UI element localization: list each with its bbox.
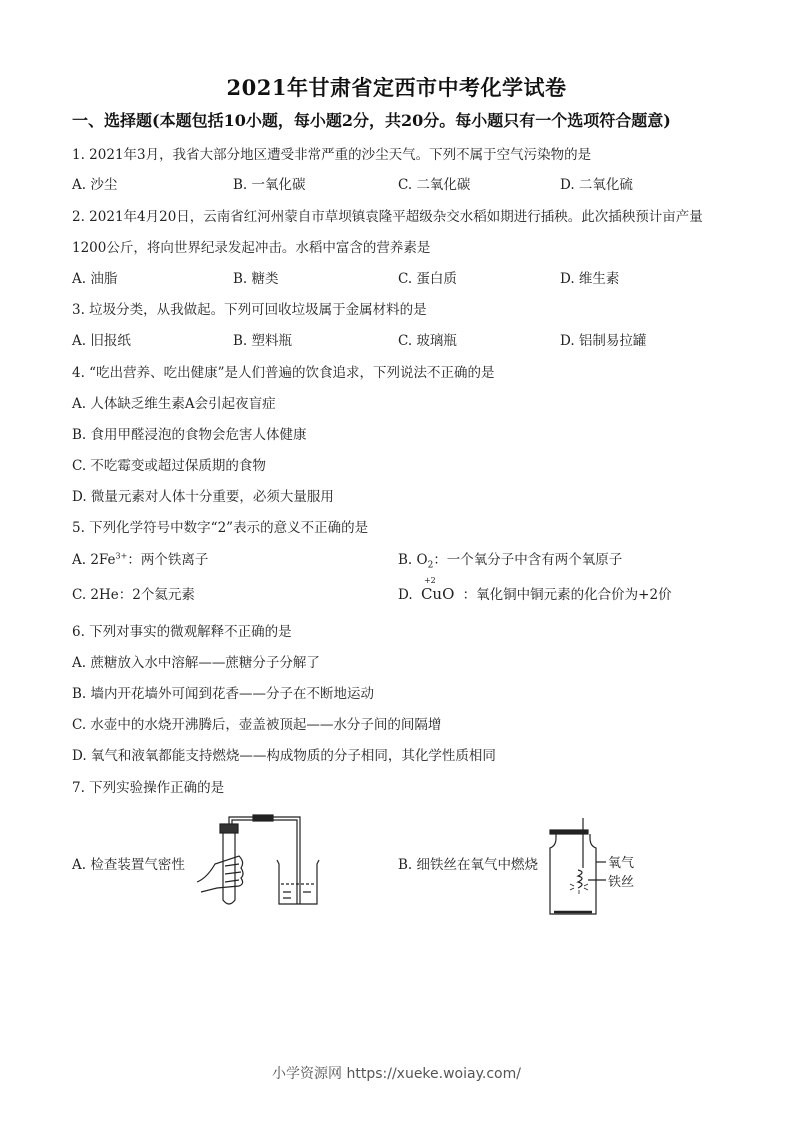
airtightness-check-figure: [195, 812, 325, 912]
question-6-stem: 6. 下列对事实的微观解释不正确的是: [72, 624, 292, 640]
page-title: 2021年甘肃省定西市中考化学试卷: [226, 75, 567, 100]
q1-option-c: C. 二氧化碳: [398, 177, 471, 193]
q5a-charge: 3+: [115, 551, 128, 561]
question-2-stem: 2. 2021年4月20日，云南省红河州蒙自市草坝镇袁隆平超级杂交水稻如期进行插秧。此次插秧预计亩产量: [72, 209, 703, 225]
q4-option-b: B. 食用甲醛浸泡的食物会危害人体健康: [72, 427, 307, 443]
question-7-stem: 7. 下列实验操作正确的是: [72, 780, 225, 796]
q7-option-b: B. 细铁丝在氧气中燃烧: [398, 857, 539, 873]
question-4-stem: 4. “吃出营养、吃出健康”是人们普遍的饮食追求，下列说法不正确的是: [72, 365, 495, 381]
q5b-subscript: 2: [427, 560, 434, 571]
q3-option-c: C. 玻璃瓶: [398, 333, 457, 349]
q5d-text: ：氧化铜中铜元素的化合价为+2价: [462, 587, 672, 603]
q5d-valence: +2: [423, 576, 436, 585]
q1-option-d: D. 二氧化硫: [560, 177, 633, 193]
q5-option-c: [72, 583, 195, 603]
q2-option-d: D. 维生素: [560, 271, 620, 287]
q5c-prefix: C. 2He: [72, 587, 119, 603]
figure-label-iron-wire: 铁丝: [608, 875, 635, 890]
q1-option-a: A. 沙尘: [72, 177, 118, 193]
q5-option-a: [72, 548, 208, 568]
question-2-stem-line2: 1200公斤，将向世界纪录发起冲击。水稻中富含的营养素是: [72, 240, 431, 256]
q6-option-d: D. 氧气和液氧都能支持燃烧——构成物质的分子相同，其化学性质相同: [72, 748, 496, 764]
section-heading: 一、选择题(本题包括10小题，每小题2分，共20分。每小题只有一个选项符合题意): [72, 111, 671, 130]
q2-option-b: B. 糖类: [233, 271, 279, 287]
question-1-stem: 1. 2021年3月，我省大部分地区遭受非常严重的沙尘天气。下列不属于空气污染物的是: [72, 147, 592, 163]
q5c-text: ：2个氦元素: [118, 587, 195, 603]
q2-option-a: A. 油脂: [72, 271, 118, 287]
q5a-prefix: A. 2Fe: [72, 552, 116, 568]
q3-option-b: B. 塑料瓶: [233, 333, 293, 349]
q7-option-a: A. 检查装置气密性: [72, 857, 185, 873]
q2-option-c: C. 蛋白质: [398, 271, 457, 287]
q5b-text: ：一个氧分子中含有两个氧原子: [433, 552, 623, 568]
q5d-prefix: D.: [398, 587, 413, 603]
q5d-formula: [420, 576, 455, 603]
q5b-prefix: B. O: [398, 552, 428, 568]
q5-option-d: [398, 576, 672, 603]
q4-option-c: C. 不吃霉变或超过保质期的食物: [72, 458, 266, 474]
q4-option-d: D. 微量元素对人体十分重要，必须大量服用: [72, 489, 334, 505]
q6-option-b: B. 墙内开花墙外可闻到花香——分子在不断地运动: [72, 686, 375, 702]
q3-option-d: D. 铝制易拉罐: [560, 333, 647, 349]
q5a-text: ：两个铁离子: [127, 552, 209, 568]
q1-option-b: B. 一氧化碳: [233, 177, 306, 193]
question-3-stem: 3. 垃圾分类，从我做起。下列可回收垃圾属于金属材料的是: [72, 302, 427, 318]
q6-option-c: C. 水壶中的水烧开沸腾后，壶盖被顶起——水分子间的间隔增: [72, 717, 442, 733]
q5-option-b: [398, 548, 622, 571]
q6-option-a: A. 蔗糖放入水中溶解——蔗糖分子分解了: [72, 655, 320, 671]
footer-watermark: 小学资源网 https://xueke.woiay.com/: [272, 1066, 521, 1082]
figure-label-oxygen: 氧气: [608, 856, 635, 871]
q5d-formula-text: CuO: [420, 585, 455, 603]
q3-option-a: A. 旧报纸: [72, 333, 131, 349]
q4-option-a: A. 人体缺乏维生素A会引起夜盲症: [72, 396, 276, 412]
question-5-stem: 5. 下列化学符号中数字“2”表示的意义不正确的是: [72, 520, 369, 536]
